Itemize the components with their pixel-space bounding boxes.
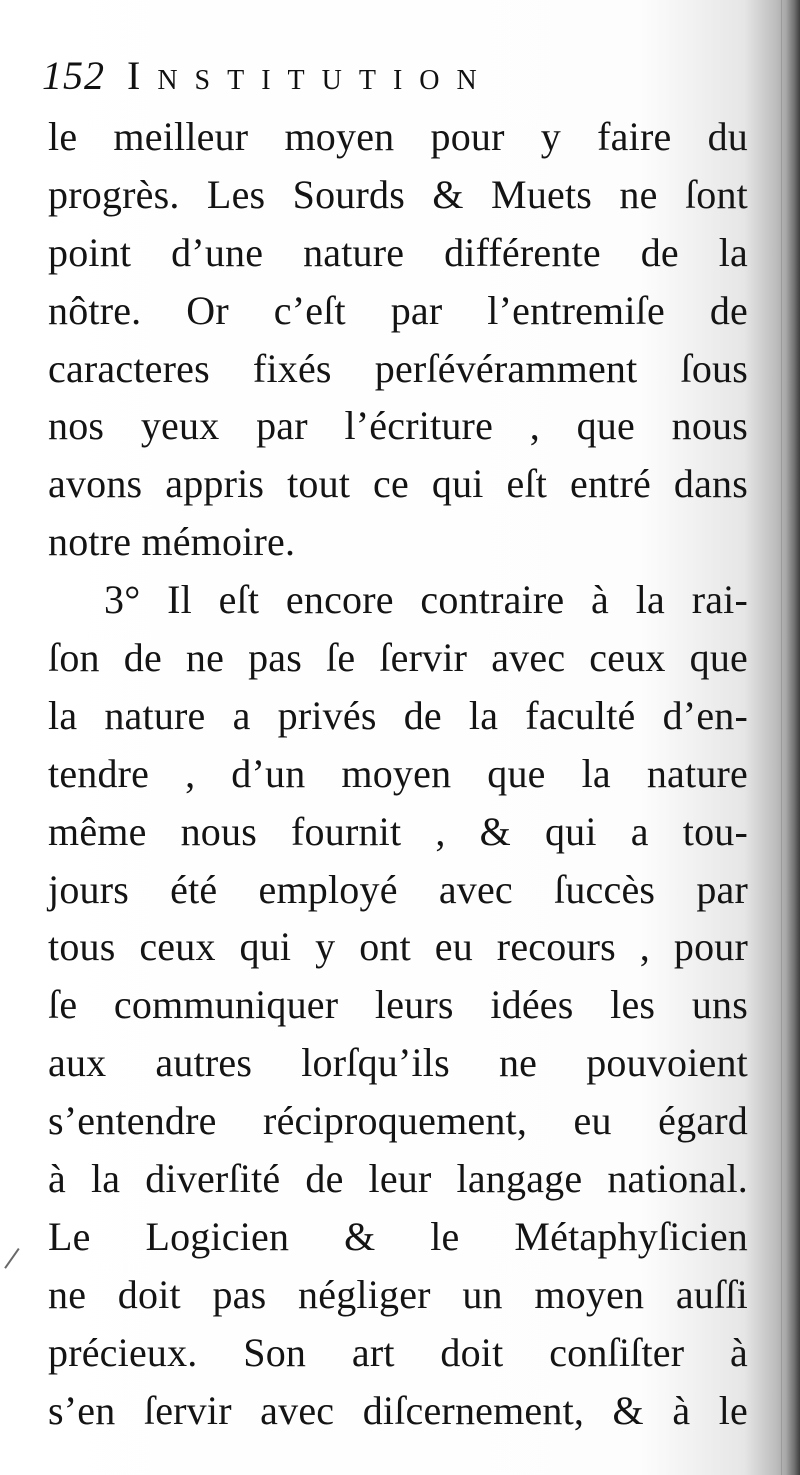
text-line: tous ceux qui y ont eu recours , pour — [48, 924, 748, 970]
text-line: Le Logicien & le Métaphyſicien — [48, 1213, 748, 1259]
text-line: ſon de ne pas ſe ſervir avec ceux que — [48, 635, 748, 681]
text-line: la nature a privés de la faculté d’en- — [48, 692, 748, 738]
text-line: précieux. Son art doit conſiſter à — [48, 1329, 748, 1375]
text-line: point d’une nature différente de la — [48, 229, 748, 275]
text-line: nôtre. Or c’eſt par l’entremiſe de — [48, 287, 748, 333]
text-line: tendre , d’un moyen que la nature — [48, 750, 748, 796]
text-line: s’en ſervir avec diſcernement, & à le — [48, 1387, 748, 1433]
page-fold-line — [781, 0, 782, 1475]
page-edge-shadow — [786, 0, 800, 1475]
running-header — [42, 52, 682, 102]
text-line: s’entendre réciproquement, eu égard — [48, 1098, 748, 1144]
text-line: nos yeux par l’écriture , que nous — [48, 403, 748, 449]
text-line: jours été employé avec ſuccès par — [48, 866, 748, 912]
text-line: ſe communiquer leurs idées les uns — [48, 982, 748, 1028]
margin-pen-mark — [4, 1248, 31, 1277]
text-line: progrès. Les Sourds & Muets ne ſont — [48, 171, 748, 217]
body-text — [48, 108, 748, 1439]
running-title: Institution — [127, 53, 494, 98]
text-line: 3° Il eſt encore contraire à la rai- — [104, 577, 748, 623]
text-line: caracteres fixés perſévéramment ſous — [48, 345, 748, 391]
text-line: même nous fournit , & qui a tou- — [48, 808, 748, 854]
text-line: aux autres lorſqu’ils ne pouvoient — [48, 1040, 748, 1086]
page-number: 152 — [42, 53, 105, 98]
text-line: à la diverſité de leur langage national. — [48, 1156, 748, 1202]
text-line: notre mémoire. — [48, 519, 296, 565]
text-line: ne doit pas négliger un moyen auſſi — [48, 1271, 748, 1317]
text-line: avons appris tout ce qui eſt entré dans — [48, 461, 748, 507]
text-line: le meilleur moyen pour y faire du — [48, 114, 748, 159]
